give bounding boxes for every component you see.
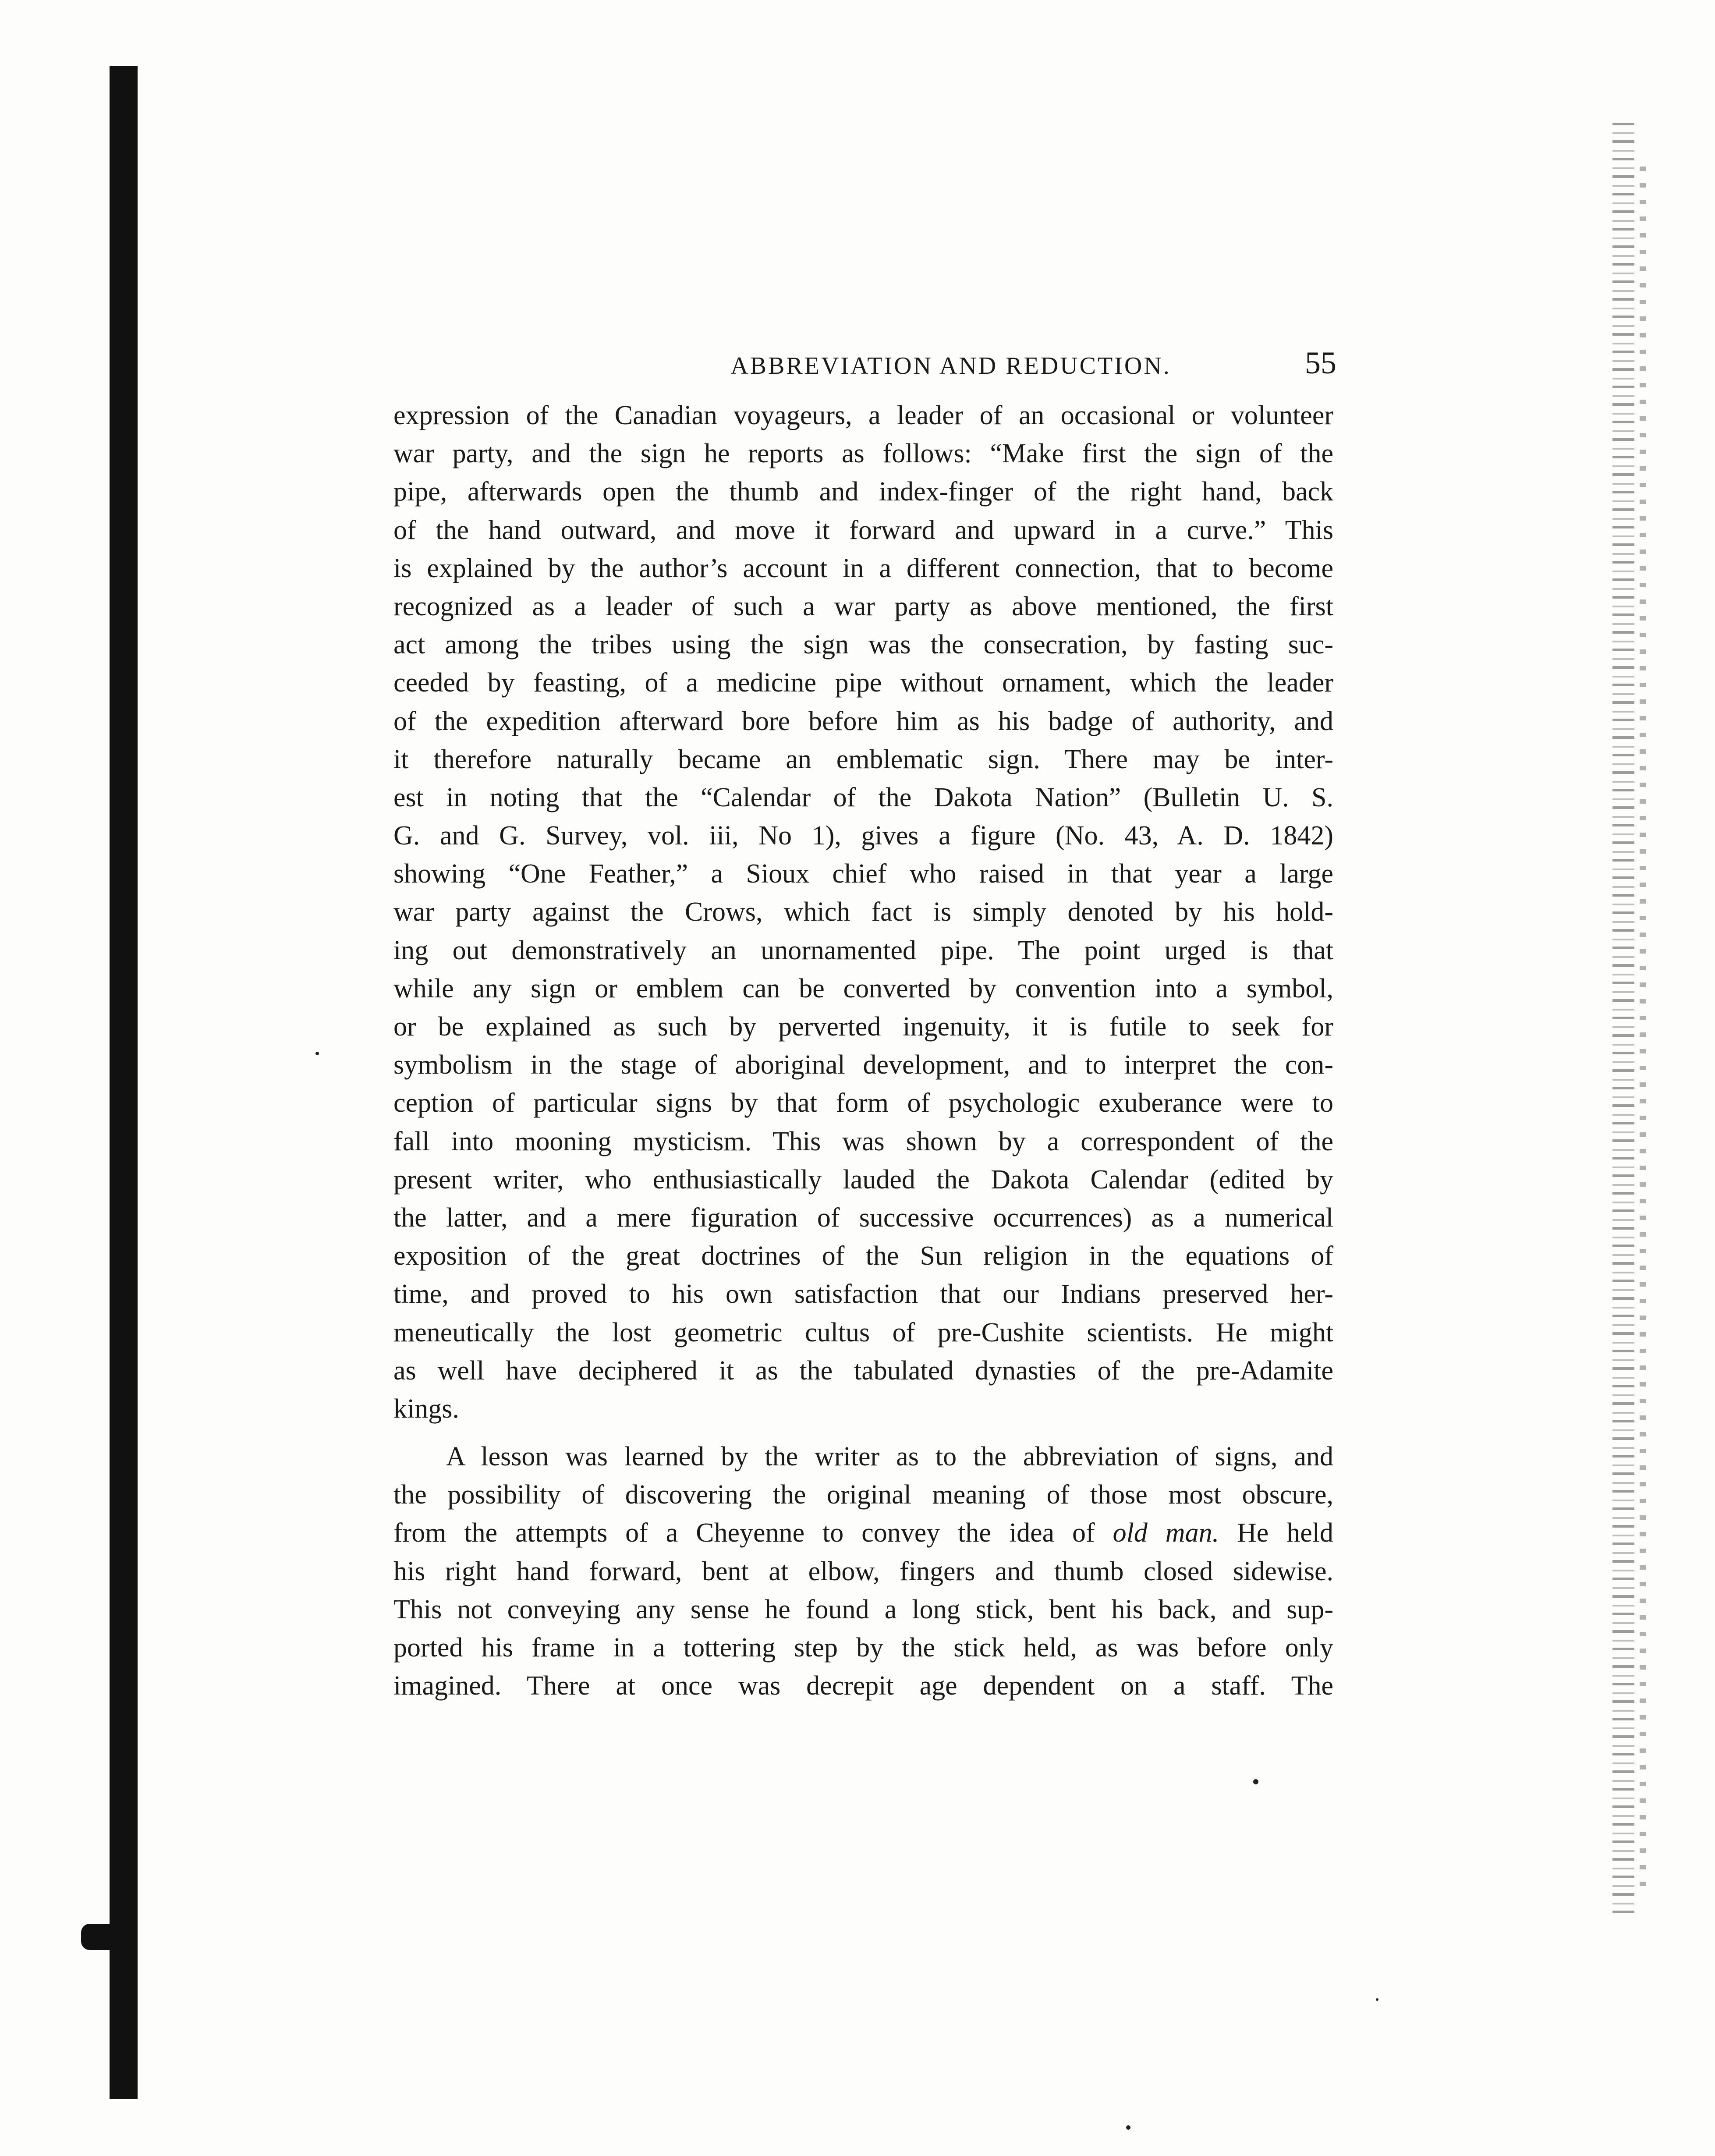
- text-line: his right hand forward, bent at elbow, fingers and thumb closed sidewise.: [393, 1556, 1333, 1586]
- text-line: is explained by the author’s account in a different connection, that to become: [393, 553, 1333, 583]
- right-edge-scan-noise: [1612, 123, 1634, 1919]
- text-line: fall into mooning mysticism. This was shown by a correspondent of the: [393, 1126, 1333, 1156]
- text-line: exposition of the great doctrines of the Sun religion in the equations of: [393, 1241, 1333, 1271]
- text-line: of the hand outward, and move it forward and upward in a curve.” This: [393, 515, 1333, 545]
- text-run: from the attempts of a Cheyenne to convey the idea of: [393, 1518, 1113, 1548]
- text-line: This not conveying any sense he found a long stick, bent his back, and sup-: [393, 1594, 1333, 1624]
- scan-speck: [1126, 2125, 1130, 2130]
- scan-speck: [315, 1052, 319, 1055]
- text-line: the possibility of discovering the original meaning of those most obscure,: [393, 1480, 1333, 1510]
- text-line-with-italic: [393, 1514, 1333, 1552]
- text-line: as well have deciphered it as the tabulated dynasties of the pre-Adamite: [393, 1355, 1333, 1386]
- text-line: act among the tribes using the sign was the consecration, by fasting suc-: [393, 630, 1333, 660]
- text-line: time, and proved to his own satisfaction that our Indians preserved her-: [393, 1279, 1333, 1309]
- text-line: pipe, afterwards open the thumb and index-finger of the right hand, back: [393, 477, 1333, 507]
- text-line: war party against the Crows, which fact is simply denoted by his hold-: [393, 897, 1333, 927]
- text-line: symbolism in the stage of aboriginal development, and to interpret the con-: [393, 1050, 1333, 1080]
- right-edge-scan-noise-secondary: [1640, 167, 1646, 1897]
- text-line: ceeded by feasting, of a medicine pipe without ornament, which the leader: [393, 668, 1333, 698]
- paragraph-2: [393, 1438, 1333, 1705]
- text-line: or be explained as such by perverted ingenuity, it is futile to seek for: [393, 1012, 1333, 1042]
- paragraph-gap: [393, 1428, 1333, 1438]
- page-number: 55: [1305, 345, 1336, 380]
- text-line: while any sign or emblem can be converted by convention into a symbol,: [393, 973, 1333, 1004]
- text-line: expression of the Canadian voyageurs, a leader of an occasional or volunteer: [393, 401, 1333, 430]
- text-line: meneutically the lost geometric cultus of pre-Cushite scientists. He might: [393, 1317, 1333, 1348]
- text-line: ception of particular signs by that form of psychologic exuberance were to: [393, 1088, 1333, 1118]
- scan-speck: [1376, 1998, 1378, 2001]
- text-run: He held: [1219, 1518, 1333, 1548]
- text-line: G. and G. Survey, vol. iii, No 1), gives a figure (No. 43, A. D. 1842): [393, 821, 1333, 851]
- text-line: imagined. There at once was decrepit age dependent on a staff. The: [393, 1671, 1333, 1701]
- text-line: ing out demonstratively an unornamented pipe. The point urged is that: [393, 935, 1333, 965]
- text-line: showing “One Feather,” a Sioux chief who raised in that year a large: [393, 859, 1333, 889]
- body-text: [393, 397, 1333, 1705]
- paragraph-1: [393, 397, 1333, 1428]
- text-line: A lesson was learned by the writer as to the abbreviation of signs, and: [446, 1442, 1333, 1472]
- text-line: the latter, and a mere figuration of successive occurrences) as a numerical: [393, 1202, 1333, 1233]
- scan-speck: [1253, 1779, 1258, 1784]
- binding-edge-shadow: [110, 66, 138, 2099]
- italic-phrase: old man.: [1113, 1518, 1219, 1548]
- binding-edge-mark: [81, 1924, 112, 1950]
- text-line: recognized as a leader of such a war party as above mentioned, the first: [393, 591, 1333, 621]
- text-line: ported his frame in a tottering step by the stick held, as was before only: [393, 1633, 1333, 1663]
- text-line: present writer, who enthusiastically lauded the Dakota Calendar (edited by: [393, 1164, 1333, 1195]
- text-line: of the expedition afterward bore before him as his badge of authority, and: [393, 706, 1333, 736]
- running-head: ABBREVIATION AND REDUCTION.: [730, 352, 1171, 379]
- text-line: est in noting that the “Calendar of the Dakota Nation” (Bulletin U. S.: [393, 782, 1333, 812]
- text-line: it therefore naturally became an emblematic sign. There may be inter-: [393, 744, 1333, 774]
- text-line: kings.: [393, 1394, 459, 1424]
- text-line: war party, and the sign he reports as follows: “Make first the sign of the: [393, 439, 1333, 469]
